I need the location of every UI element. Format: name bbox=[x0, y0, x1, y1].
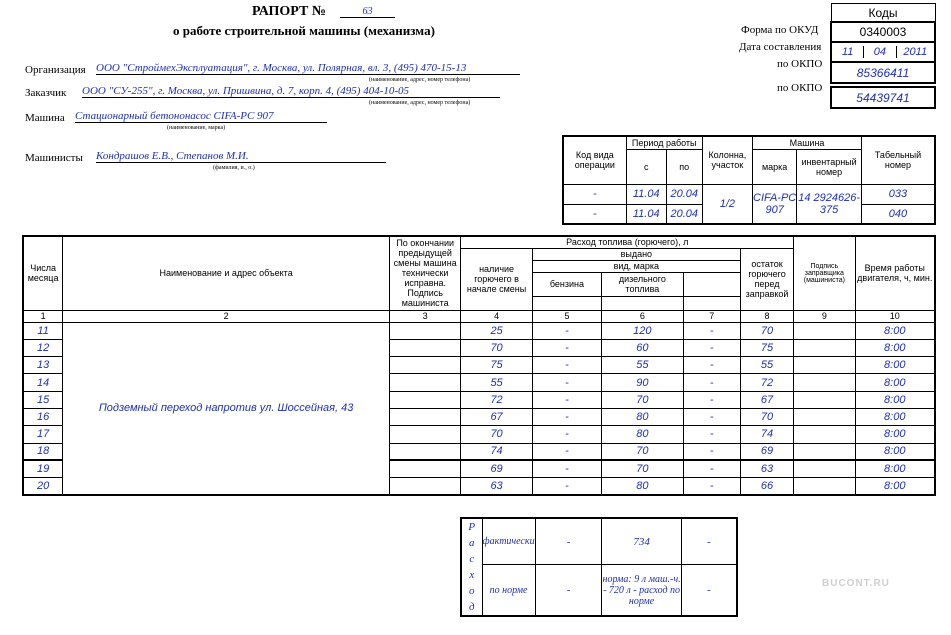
date-cell bbox=[831, 42, 935, 62]
day-cell: 15 bbox=[23, 391, 63, 408]
h-operation-code: Код вида операции bbox=[563, 136, 626, 184]
h-inventory: инвентарный номер bbox=[797, 149, 862, 184]
h-prev-shift: По окончании предыдущей смены машина технически исправна. Подпись машиниста bbox=[389, 236, 460, 310]
operators-hint: (фамилия, и., о.) bbox=[213, 165, 255, 171]
start-fuel-cell: 70 bbox=[461, 426, 532, 443]
diesel-cell: 80 bbox=[602, 426, 683, 443]
main-table bbox=[22, 235, 936, 496]
operators-value: Кондрашов Е.В., Степанов М.И. bbox=[96, 150, 386, 163]
customer-value: ООО "СУ-255", г. Москва, ул. Пришвина, д. 7, корп. 4, (495) 404-10-05 bbox=[82, 85, 500, 98]
col7-cell: - bbox=[683, 426, 740, 443]
okpo-label-2: по ОКПО bbox=[777, 82, 823, 94]
date-label: Дата составления bbox=[739, 41, 822, 53]
rest-fuel-cell: 69 bbox=[740, 443, 793, 460]
sign-cell bbox=[794, 478, 855, 495]
h-time: Время работы двигателя, ч, мин. bbox=[855, 236, 935, 310]
diesel-cell: 55 bbox=[602, 357, 683, 374]
rest-fuel-cell: 70 bbox=[740, 322, 793, 339]
h-gasoline-sub bbox=[532, 296, 601, 310]
day-cell: 18 bbox=[23, 443, 63, 460]
h-diesel-sub bbox=[602, 296, 683, 310]
time-cell: 8:00 bbox=[855, 339, 935, 356]
start-fuel-cell: 55 bbox=[461, 374, 532, 391]
colnum-2: 2 bbox=[63, 310, 390, 322]
prev-shift-cell bbox=[389, 322, 460, 339]
rest-fuel-cell: 67 bbox=[740, 391, 793, 408]
h-object: Наименование и адрес объекта bbox=[63, 236, 390, 310]
diesel-cell: 70 bbox=[602, 391, 683, 408]
col7-cell: - bbox=[683, 357, 740, 374]
norm-label: по норме bbox=[482, 565, 535, 616]
col7-cell: - bbox=[683, 339, 740, 356]
day-cell: 19 bbox=[23, 460, 63, 477]
time-cell: 8:00 bbox=[855, 322, 935, 339]
to-2: 20.04 bbox=[666, 204, 702, 224]
to-1: 20.04 bbox=[666, 184, 702, 204]
start-fuel-cell: 70 bbox=[461, 339, 532, 356]
date-year: 2011 bbox=[903, 46, 928, 58]
machine-value: Стационарный бетононасос CIFA-PC 907 bbox=[75, 110, 327, 123]
col7-cell: - bbox=[683, 322, 740, 339]
report-subtitle: о работе строительной машины (механизма) bbox=[173, 23, 435, 38]
day-cell: 12 bbox=[23, 339, 63, 356]
gasoline-cell: - bbox=[532, 391, 601, 408]
gasoline-cell: - bbox=[532, 443, 601, 460]
gasoline-cell: - bbox=[532, 322, 601, 339]
brand-value: CIFA-PC 907 bbox=[753, 184, 797, 224]
fact-col7: - bbox=[681, 518, 737, 565]
start-fuel-cell: 63 bbox=[461, 478, 532, 495]
col7-cell: - bbox=[683, 460, 740, 477]
diesel-cell: 80 bbox=[602, 478, 683, 495]
start-fuel-cell: 74 bbox=[461, 443, 532, 460]
time-cell: 8:00 bbox=[855, 357, 935, 374]
sign-cell bbox=[794, 322, 855, 339]
machine-hint: (наименование, марка) bbox=[167, 125, 226, 131]
prev-shift-cell bbox=[389, 426, 460, 443]
operation-code-1: - bbox=[563, 184, 626, 204]
h-brand: марка bbox=[753, 149, 797, 184]
date-month: 04 bbox=[864, 46, 896, 58]
sign-cell bbox=[794, 443, 855, 460]
time-cell: 8:00 bbox=[855, 443, 935, 460]
sign-cell bbox=[794, 357, 855, 374]
h-period: Период работы bbox=[626, 136, 702, 149]
customer-hint: (наименование, адрес, номер телефона) bbox=[369, 100, 471, 106]
prev-shift-cell bbox=[389, 460, 460, 477]
customer-label: Заказчик bbox=[25, 87, 67, 99]
day-cell: 16 bbox=[23, 408, 63, 425]
gasoline-cell: - bbox=[532, 460, 601, 477]
diesel-cell: 70 bbox=[602, 443, 683, 460]
prev-shift-cell bbox=[389, 391, 460, 408]
h-from: с bbox=[626, 149, 666, 184]
okpo-value-2: 54439741 bbox=[831, 87, 935, 108]
sign-cell bbox=[794, 426, 855, 443]
fact-diesel: 734 bbox=[602, 518, 681, 565]
column-value: 1/2 bbox=[702, 184, 752, 224]
rest-fuel-cell: 55 bbox=[740, 357, 793, 374]
rest-fuel-cell: 66 bbox=[740, 478, 793, 495]
norm-col7: - bbox=[681, 565, 737, 616]
gasoline-cell: - bbox=[532, 478, 601, 495]
gasoline-cell: - bbox=[532, 374, 601, 391]
diesel-cell: 80 bbox=[602, 408, 683, 425]
sign-cell bbox=[794, 374, 855, 391]
start-fuel-cell: 72 bbox=[461, 391, 532, 408]
h-tab-number: Табельный номер bbox=[861, 136, 935, 184]
prev-shift-cell bbox=[389, 339, 460, 356]
start-fuel-cell: 25 bbox=[461, 322, 532, 339]
sign-cell bbox=[794, 460, 855, 477]
from-2: 11.04 bbox=[626, 204, 666, 224]
sign-cell bbox=[794, 339, 855, 356]
prev-shift-cell bbox=[389, 374, 460, 391]
time-cell: 8:00 bbox=[855, 374, 935, 391]
org-hint: (наименование, адрес, номер телефона) bbox=[369, 77, 471, 83]
period-table bbox=[562, 135, 936, 225]
h-column: Колонна, участок bbox=[702, 136, 752, 184]
h-rest: остаток горючего перед заправкой bbox=[740, 248, 793, 310]
start-fuel-cell: 69 bbox=[461, 460, 532, 477]
expense-vertical-label: Р а с х о д bbox=[468, 521, 476, 613]
diesel-cell: 120 bbox=[602, 322, 683, 339]
colnum-6: 6 bbox=[602, 310, 683, 322]
day-cell: 17 bbox=[23, 426, 63, 443]
col7-cell: - bbox=[683, 443, 740, 460]
machine-label: Машина bbox=[25, 112, 65, 124]
diesel-cell: 60 bbox=[602, 339, 683, 356]
rest-fuel-cell: 74 bbox=[740, 426, 793, 443]
date-day: 11 bbox=[832, 46, 864, 58]
column-numbers bbox=[23, 310, 935, 322]
fact-label: фактически bbox=[482, 518, 535, 565]
time-cell: 8:00 bbox=[855, 426, 935, 443]
day-cell: 13 bbox=[23, 357, 63, 374]
rest-fuel-cell: 70 bbox=[740, 408, 793, 425]
colnum-4: 4 bbox=[461, 310, 532, 322]
rest-fuel-cell: 72 bbox=[740, 374, 793, 391]
operators-label: Машинисты bbox=[25, 152, 83, 164]
watermark: BUCONT.RU bbox=[822, 578, 890, 589]
expense-table bbox=[460, 517, 738, 617]
colnum-10: 10 bbox=[855, 310, 935, 322]
time-cell: 8:00 bbox=[855, 478, 935, 495]
org-value: ООО "СтроймехЭксплуатация", г. Москва, ул. Полярная, вл. 3, (495) 470-15-13 bbox=[96, 62, 520, 75]
gasoline-cell: - bbox=[532, 426, 601, 443]
diesel-cell: 70 bbox=[602, 460, 683, 477]
rest-fuel-cell: 63 bbox=[740, 460, 793, 477]
h-kind: вид, марка bbox=[532, 260, 740, 272]
object-cell: Подземный переход напротив ул. Шоссейная, 43 bbox=[63, 322, 390, 495]
diesel-cell: 90 bbox=[602, 374, 683, 391]
h-day: Числа месяца bbox=[23, 236, 63, 310]
norm-gasoline: - bbox=[535, 565, 602, 616]
sign-cell bbox=[794, 408, 855, 425]
colnum-8: 8 bbox=[740, 310, 793, 322]
colnum-7: 7 bbox=[683, 310, 740, 322]
report-title bbox=[252, 4, 326, 20]
gasoline-cell: - bbox=[532, 357, 601, 374]
col7-cell: - bbox=[683, 374, 740, 391]
h-diesel: дизельного топлива bbox=[602, 272, 683, 296]
h-col7-sub bbox=[683, 296, 740, 310]
col7-cell: - bbox=[683, 478, 740, 495]
codes-header: Коды bbox=[831, 4, 935, 23]
expense-label bbox=[461, 518, 482, 616]
rest-fuel-cell: 75 bbox=[740, 339, 793, 356]
time-cell: 8:00 bbox=[855, 391, 935, 408]
day-cell: 14 bbox=[23, 374, 63, 391]
time-cell: 8:00 bbox=[855, 460, 935, 477]
prev-shift-cell bbox=[389, 408, 460, 425]
day-cell: 11 bbox=[23, 322, 63, 339]
sign-cell bbox=[794, 391, 855, 408]
org-label: Организация bbox=[25, 64, 86, 76]
okpo-label-1: по ОКПО bbox=[777, 58, 823, 70]
prev-shift-cell bbox=[389, 443, 460, 460]
fact-gasoline: - bbox=[535, 518, 602, 565]
gasoline-cell: - bbox=[532, 408, 601, 425]
colnum-3: 3 bbox=[389, 310, 460, 322]
h-machine: Машина bbox=[753, 136, 862, 149]
h-fuel: Расход топлива (горючего), л bbox=[461, 236, 794, 248]
day-cell: 20 bbox=[23, 478, 63, 495]
from-1: 11.04 bbox=[626, 184, 666, 204]
col7-cell: - bbox=[683, 391, 740, 408]
h-start: наличие горючего в начале смены bbox=[461, 248, 532, 310]
title-prefix: РАПОРТ № bbox=[252, 4, 326, 19]
colnum-9: 9 bbox=[794, 310, 855, 322]
tab-number-2: 040 bbox=[861, 204, 935, 224]
h-gasoline: бензина bbox=[532, 272, 601, 296]
h-sign: Подпись заправщика (машиниста) bbox=[794, 236, 855, 310]
start-fuel-cell: 67 bbox=[461, 408, 532, 425]
h-col7 bbox=[683, 272, 740, 296]
prev-shift-cell bbox=[389, 357, 460, 374]
codes-table bbox=[830, 3, 936, 109]
prev-shift-cell bbox=[389, 478, 460, 495]
gasoline-cell: - bbox=[532, 339, 601, 356]
okud-value: 0340003 bbox=[831, 22, 935, 42]
time-cell: 8:00 bbox=[855, 408, 935, 425]
norm-diesel: норма: 9 л маш.-ч. - 720 л - расход по норме bbox=[602, 565, 681, 616]
col7-cell: - bbox=[683, 408, 740, 425]
table-row bbox=[23, 322, 935, 339]
colnum-1: 1 bbox=[23, 310, 63, 322]
h-issued: выдано bbox=[532, 248, 740, 260]
tab-number-1: 033 bbox=[861, 184, 935, 204]
okud-label: Форма по ОКУД bbox=[741, 24, 819, 36]
inventory-value: 14 2924626-375 bbox=[797, 184, 862, 224]
report-number-value: 63 bbox=[362, 6, 373, 17]
report-number bbox=[340, 6, 395, 18]
okpo-value-1: 85366411 bbox=[831, 62, 935, 83]
h-to: по bbox=[666, 149, 702, 184]
start-fuel-cell: 75 bbox=[461, 357, 532, 374]
colnum-5: 5 bbox=[532, 310, 601, 322]
operation-code-2: - bbox=[563, 204, 626, 224]
